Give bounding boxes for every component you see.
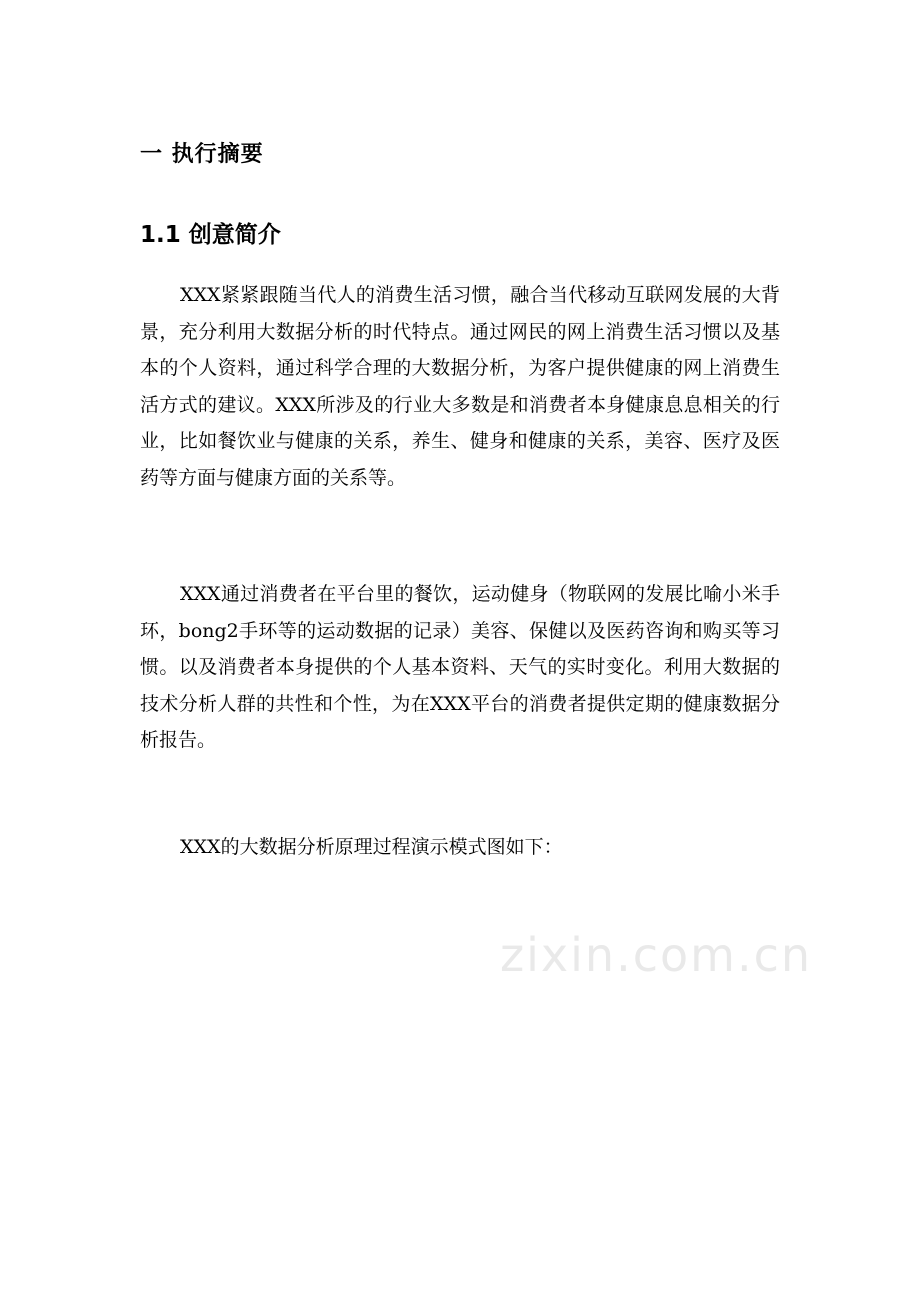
- paragraph-3: XXX的大数据分析原理过程演示模式图如下：: [180, 836, 563, 858]
- subsection-heading: 1.1 创意简介: [140, 222, 281, 248]
- paragraph-1: XXX紧紧跟随当代人的消费生活习惯，融合当代移动互联网发展的大背景，充分利用大数据分析的时代特点。通过网民的网上消费生活习惯以及基本的个人资料，通过科学合理的大数据分析，为客户提供健康的网上消费生活方式的建议。XXX所涉及的行业大多数是和消费者本身健康息息相关的行业，比如餐饮业与健康的关系，养生、健身和健康的关系，美容、医疗及医药等方面与健康方面的关系等。: [140, 284, 780, 489]
- watermark: zixin.com.cn: [500, 928, 813, 982]
- paragraph-2: XXX通过消费者在平台里的餐饮，运动健身（物联网的发展比喻小米手环，bong2手环等的运动数据的记录）美容、保健以及医药咨询和购买等习惯。以及消费者本身提供的个人基本资料、天气的实时变化。利用大数据的技术分析人群的共性和个性，为在XXX平台的消费者提供定期的健康数据分析报告。: [140, 583, 780, 751]
- section-heading: 一 执行摘要: [140, 142, 264, 167]
